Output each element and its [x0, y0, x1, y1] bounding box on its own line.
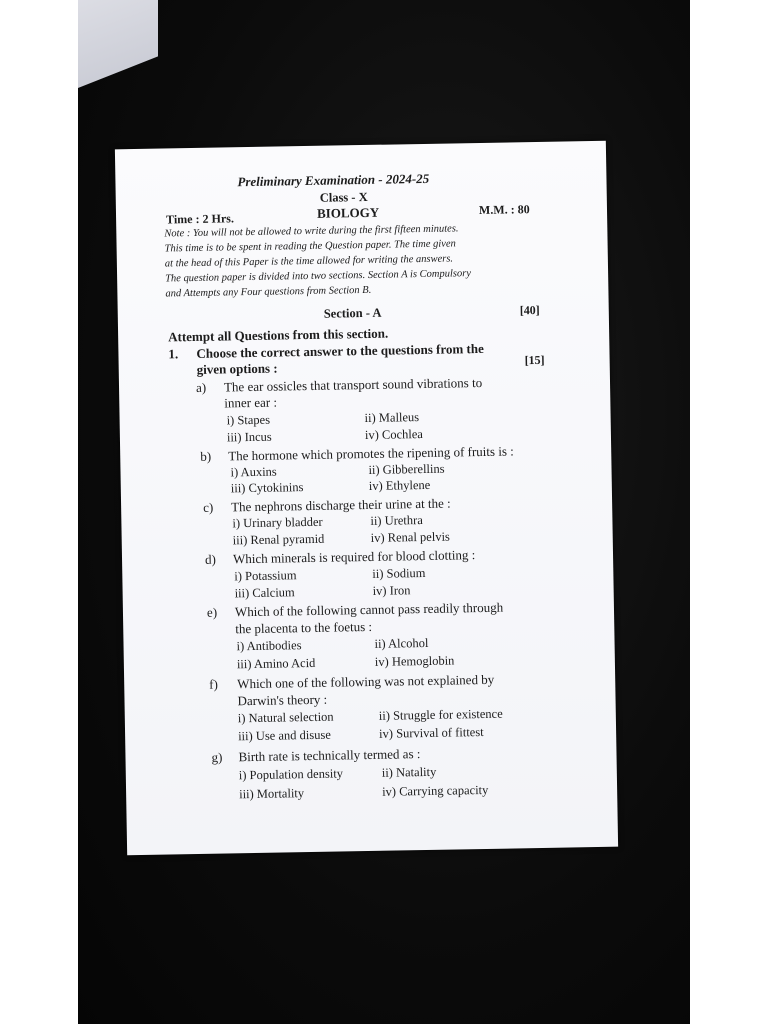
- answer-option: i) Urinary bladder: [232, 514, 323, 531]
- answer-option: iv) Renal pelvis: [370, 529, 450, 545]
- sub-question-text: Birth rate is technically termed as :: [238, 746, 421, 765]
- sub-question-label: f): [209, 676, 219, 692]
- sub-question-label: c): [203, 499, 214, 515]
- sub-question-text: Which minerals is required for blood clotting :: [232, 547, 476, 567]
- sub-question-label: b): [200, 448, 212, 464]
- exam-max-marks: M.M. : 80: [478, 202, 530, 217]
- answer-option: iii) Mortality: [239, 786, 305, 802]
- sub-question-label: e): [206, 604, 218, 620]
- sub-question-text: Darwin's theory :: [237, 691, 328, 709]
- note-line: at the head of this Paper is the time allowed for writing the answers.: [164, 253, 454, 270]
- exam-subject: BIOLOGY: [316, 204, 380, 221]
- question-number: 1.: [168, 346, 179, 362]
- question-1-text: Choose the correct answer to the questions from the: [196, 340, 484, 361]
- note-line: Note : You will not be allowed to write during the first fifteen minutes.: [164, 223, 459, 240]
- exam-class: Class - X: [319, 189, 368, 205]
- note-line: This time is to be spent in reading the Question paper. The time given: [164, 238, 456, 255]
- answer-option: iii) Renal pyramid: [232, 531, 325, 548]
- sub-question-text: The nephrons discharge their urine at the :: [231, 495, 451, 515]
- answer-option: iv) Ethylene: [368, 477, 431, 493]
- note-line: and Attempts any Four questions from Section B.: [165, 284, 372, 300]
- section-marks: [40]: [519, 302, 540, 318]
- exam-time: Time : 2 Hrs.: [165, 211, 235, 227]
- corner-paper-sheet: [78, 0, 158, 88]
- sub-question-text: Which of the following cannot pass readily through: [234, 599, 504, 620]
- answer-option: i) Stapes: [226, 412, 271, 428]
- answer-option: i) Natural selection: [237, 709, 334, 726]
- exam-title: Preliminary Examination - 2024-25: [237, 170, 430, 190]
- sub-question-text: The ear ossicles that transport sound vibrations to: [223, 374, 483, 395]
- answer-option: i) Population density: [238, 766, 344, 783]
- note-line: The question paper is divided into two sections. Section A is Compulsory: [165, 268, 472, 285]
- answer-option: ii) Natality: [381, 764, 437, 780]
- answer-option: ii) Urethra: [370, 513, 423, 528]
- section-instruction: Attempt all Questions from this section.: [168, 325, 389, 345]
- sub-question-text: inner ear :: [224, 394, 278, 411]
- answer-option: iii) Incus: [226, 429, 272, 445]
- answer-option: i) Auxins: [230, 464, 277, 480]
- sub-question-label: d): [204, 551, 217, 567]
- answer-option: iv) Cochlea: [364, 427, 423, 443]
- answer-option: iii) Cytokinins: [230, 480, 304, 496]
- answer-option: iv) Hemoglobin: [374, 653, 455, 669]
- answer-option: iii) Use and disuse: [238, 727, 331, 744]
- answer-option: iv) Carrying capacity: [382, 782, 489, 799]
- answer-option: ii) Alcohol: [374, 635, 429, 651]
- answer-option: iii) Amino Acid: [236, 655, 316, 672]
- answer-option: iv) Iron: [372, 583, 411, 598]
- section-title: Section - A: [323, 305, 382, 321]
- answer-option: iv) Survival of fittest: [378, 724, 484, 741]
- answer-option: ii) Struggle for existence: [378, 706, 503, 723]
- answer-option: i) Potassium: [234, 568, 297, 584]
- answer-option: ii) Malleus: [364, 410, 420, 426]
- sub-question-text: Which one of the following was not explained by: [237, 671, 495, 692]
- sub-question-text: The hormone which promotes the ripening of fruits is :: [228, 443, 514, 464]
- sub-question-label: a): [195, 379, 207, 395]
- answer-option: ii) Sodium: [372, 565, 426, 581]
- exam-paper: [115, 141, 618, 855]
- sub-question-text: the placenta to the foetus :: [235, 618, 373, 637]
- question-1-marks: [15]: [524, 352, 545, 368]
- answer-option: iii) Calcium: [234, 585, 295, 601]
- question-1-text: given options :: [196, 360, 278, 377]
- sub-question-label: g): [211, 749, 223, 765]
- answer-option: i) Antibodies: [236, 638, 302, 654]
- answer-option: ii) Gibberellins: [368, 461, 445, 477]
